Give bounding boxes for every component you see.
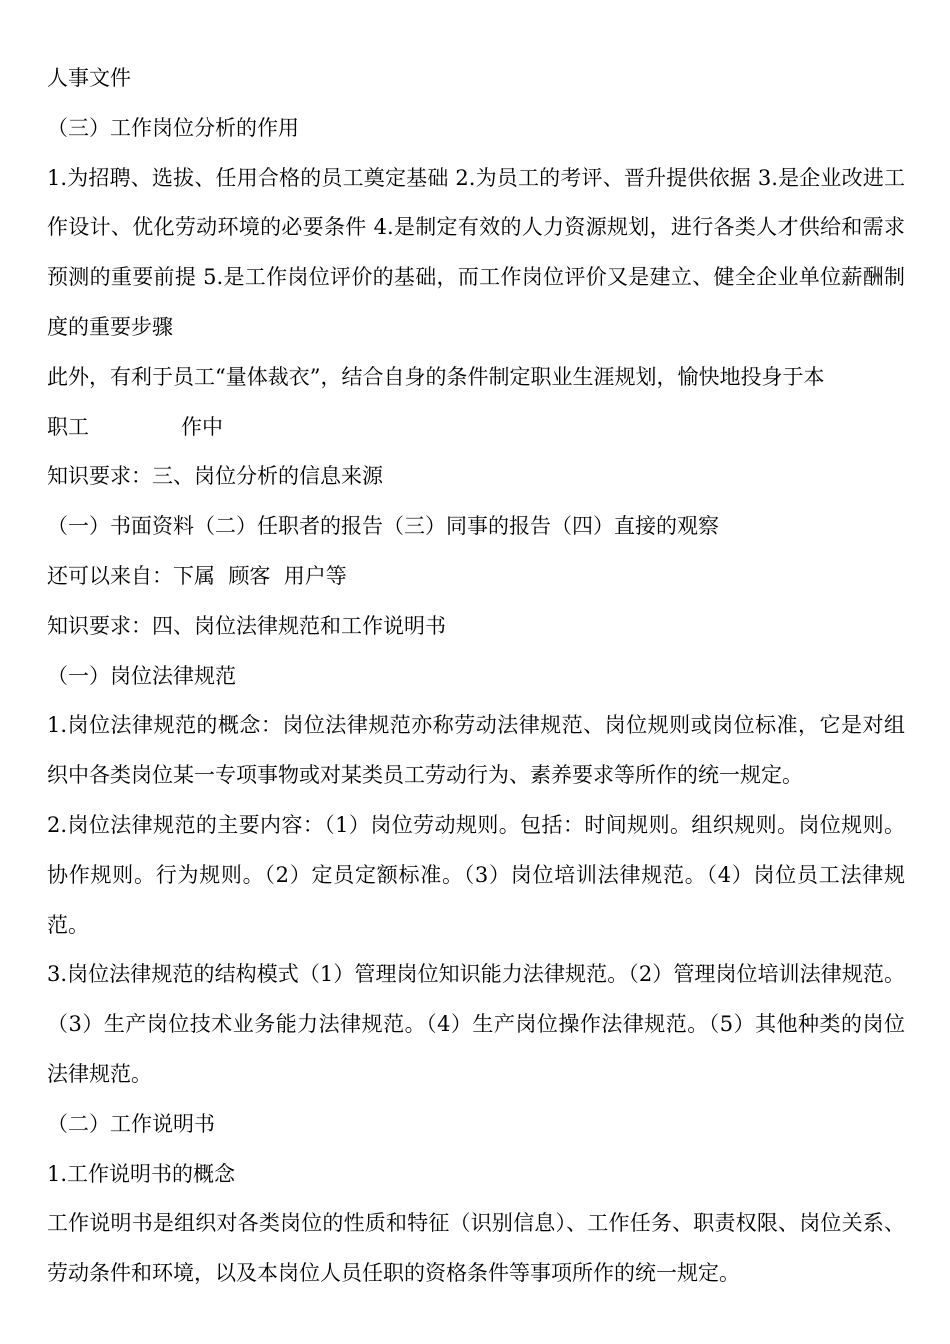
document-page xyxy=(47,54,905,1299)
knowledge-3-heading: 知识要求：三、岗位分析的信息来源 xyxy=(47,464,383,489)
additional-paragraph xyxy=(47,353,905,453)
norm-concept-paragraph: 1.岗位法律规范的概念：岗位法律规范亦称劳动法律规范、岗位规则或岗位标准，它是对组织中各类岗位某一专项事物或对某类员工劳动行为、素养要求等所作的统一规定。 xyxy=(47,713,905,788)
knowledge-4-heading: 知识要求：四、岗位法律规范和工作说明书 xyxy=(47,613,446,638)
sources-line: （一）书面资料（二）任职者的报告（三）同事的报告（四）直接的观察 xyxy=(47,514,719,539)
document-header: 人事文件 xyxy=(47,66,131,90)
section-3-heading: （三）工作岗位分析的作用 xyxy=(47,115,299,140)
job-desc-paragraph: 工作说明书是组织对各类岗位的性质和特征（识别信息）、工作任务、职责权限、岗位关系、劳动条件和环境，以及本岗位人员任职的资格条件等事项所作的统一规定。 xyxy=(47,1211,905,1286)
norm-content-paragraph: 2.岗位法律规范的主要内容：（1）岗位劳动规则。包括：时间规则。组织规则。岗位规则。协作规则。行为规则。（2）定员定额标准。（3）岗位培训法律规范。（4）岗位员工法律规范。 xyxy=(47,812,905,937)
subsection-2-heading: （二）工作说明书 xyxy=(47,1111,215,1136)
additional-paragraph-tail xyxy=(47,403,905,453)
job-desc-concept-heading: 1.工作说明书的概念 xyxy=(47,1161,236,1186)
other-sources-line: 还可以来自：下属 顾客 用户等 xyxy=(47,563,347,588)
additional-tail-b: 作中 xyxy=(181,414,223,439)
norm-structure-paragraph: 3.岗位法律规范的结构模式（1）管理岗位知识能力法律规范。（2）管理岗位培训法律规范。（3）生产岗位技术业务能力法律规范。（4）生产岗位操作法律规范。（5）其他种类的岗位法律规范。 xyxy=(47,962,905,1086)
subsection-1-heading: （一）岗位法律规范 xyxy=(47,663,236,688)
roles-paragraph: 1.为招聘、选拔、任用合格的员工奠定基础 2.为员工的考评、晋升提供依据 3.是企业改进工作设计、优化劳动环境的必要条件 4.是制定有效的人力资源规划，进行各类人才供给和需求预测的重要前提 5.是工作岗位评价的基础，而工作岗位评价又是建立、健全企业单位薪酬制度的重要步骤 xyxy=(47,165,905,339)
additional-tail-a: 职工 xyxy=(47,414,89,439)
additional-paragraph-line: 此外，有利于员工“量体裁衣”，结合自身的条件制定职业生涯规划，愉快地投身于本 xyxy=(47,364,825,389)
